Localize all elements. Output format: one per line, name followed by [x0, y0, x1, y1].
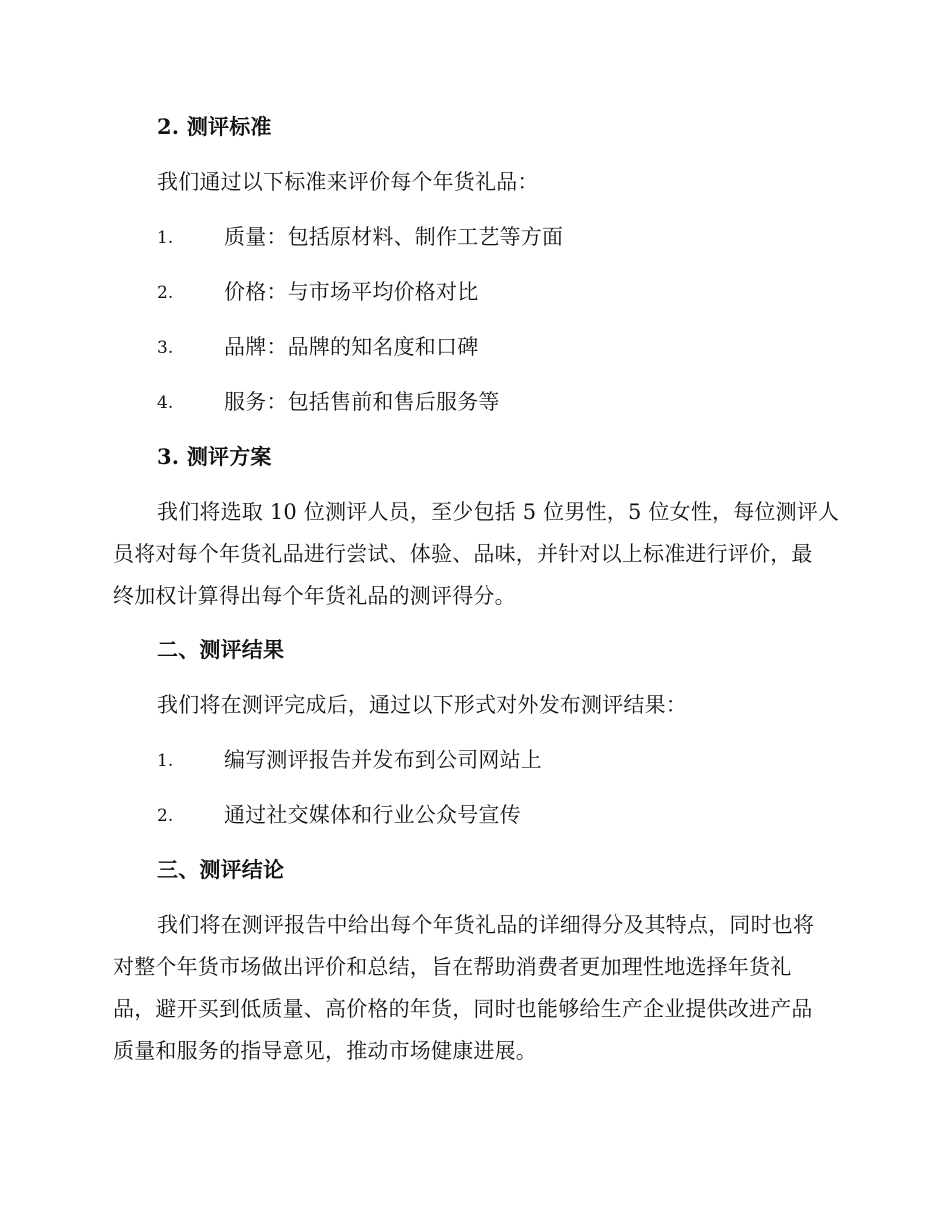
plan-paragraph-line: 员将对每个年货礼品进行尝试、体验、品味，并针对以上标准进行评价，最	[113, 542, 813, 566]
list-text: 价格：与市场平均价格对比	[224, 280, 479, 304]
list-number: 3.	[157, 338, 174, 358]
plan-paragraph-line: 终加权计算得出每个年货礼品的测评得分。	[113, 584, 516, 608]
list-text: 品牌：品牌的知名度和口碑	[224, 335, 479, 359]
section-heading-standards: 2. 测评标准	[157, 114, 272, 139]
section-heading-conclusion: 三、测评结论	[157, 857, 285, 882]
list-number: 1.	[157, 751, 174, 771]
section-heading-plan: 3. 测评方案	[157, 444, 272, 469]
list-text: 服务：包括售前和售后服务等	[224, 390, 500, 414]
conclusion-paragraph-line: 我们将在测评报告中给出每个年货礼品的详细得分及其特点，同时也将	[157, 913, 815, 937]
list-item	[0, 746, 950, 774]
list-text: 通过社交媒体和行业公众号宣传	[224, 803, 521, 827]
list-number: 4.	[157, 393, 174, 413]
standards-intro: 我们通过以下标准来评价每个年货礼品：	[157, 170, 539, 194]
list-number: 1.	[157, 228, 174, 248]
plan-paragraph-line: 我们将选取 10 位测评人员，至少包括 5 位男性，5 位女性，每位测评人	[157, 500, 840, 524]
list-text: 编写测评报告并发布到公司网站上	[224, 748, 542, 772]
list-item	[0, 333, 950, 361]
list-item	[0, 801, 950, 829]
list-item	[0, 278, 950, 306]
list-item	[0, 223, 950, 251]
list-text: 质量：包括原材料、制作工艺等方面	[224, 225, 564, 249]
list-number: 2.	[157, 283, 174, 303]
conclusion-paragraph-line: 质量和服务的指导意见，推动市场健康进展。	[113, 1039, 537, 1063]
list-number: 2.	[157, 806, 174, 826]
conclusion-paragraph-line: 品，避开买到低质量、高价格的年货，同时也能够给生产企业提供改进产品	[113, 997, 813, 1021]
conclusion-paragraph-line: 对整个年货市场做出评价和总结，旨在帮助消费者更加理性地选择年货礼	[113, 955, 792, 979]
list-item	[0, 388, 950, 416]
section-heading-results: 二、测评结果	[157, 637, 285, 662]
results-intro: 我们将在测评完成后，通过以下形式对外发布测评结果：	[157, 693, 687, 717]
